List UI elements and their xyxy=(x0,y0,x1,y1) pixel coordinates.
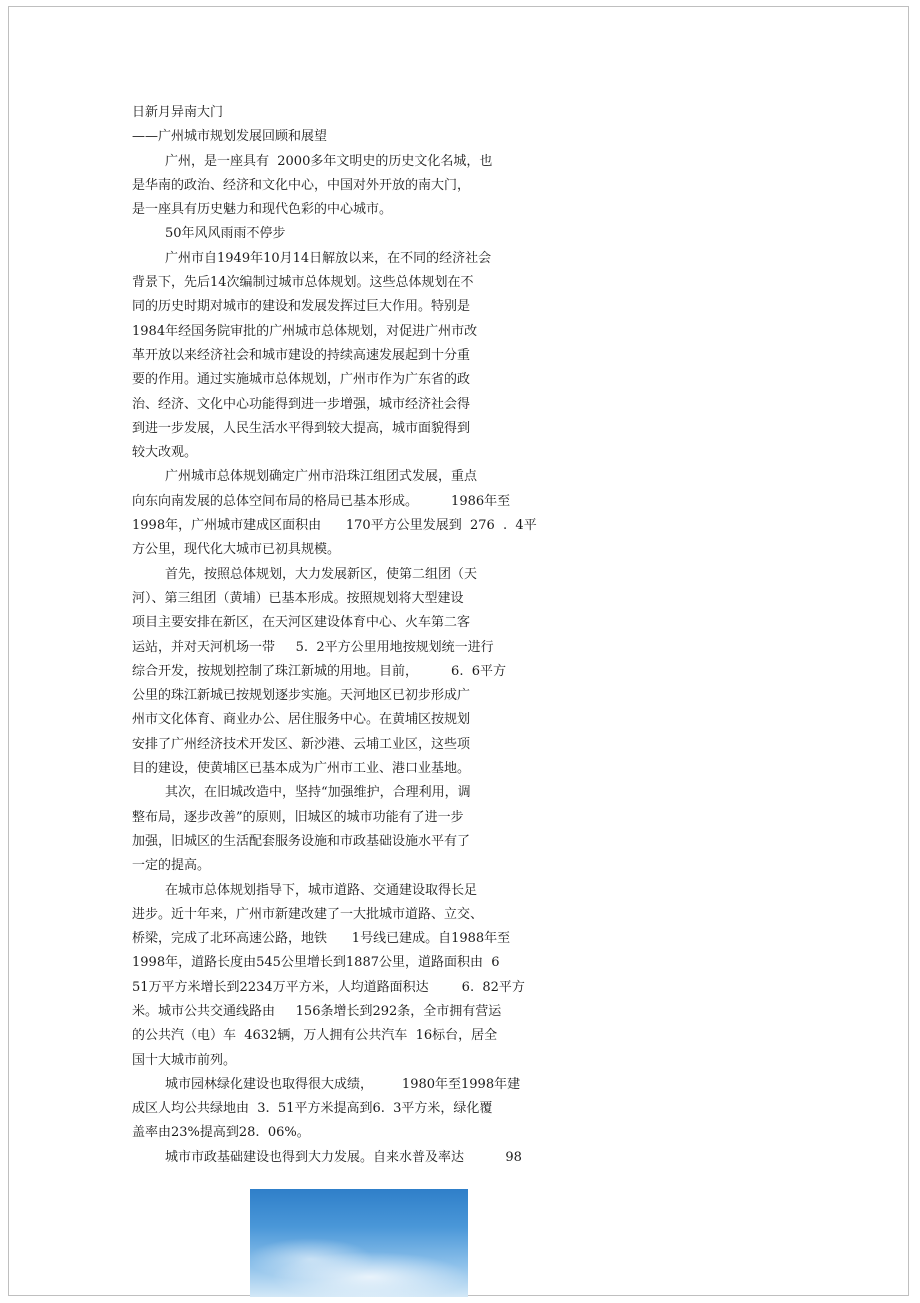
text-line: 其次，在旧城改造中，坚持“加强维护，合理利用，调 xyxy=(165,785,471,801)
text-line: 首先，按照总体规划，大力发展新区，使第二组团（天 xyxy=(165,566,478,582)
text-line: 1998年，道路长度由545公里增长到1887公里，道路面积由 6 xyxy=(132,955,500,971)
text-line: 一定的提高。 xyxy=(132,858,211,874)
text-line: 公里的珠江新城已按规划逐步实施。天河地区已初步形成广 xyxy=(132,688,471,704)
text-line: 项目主要安排在新区，在天河区建设体育中心、火车第二客 xyxy=(132,615,471,631)
text-line: 州市文化体育、商业办公、居住服务中心。在黄埔区按规划 xyxy=(132,712,471,728)
text-line: 较大改观。 xyxy=(132,445,198,461)
text-line: 51万平方米增长到2234万平方米，人均道路面积达 6. 82平方 xyxy=(132,979,525,995)
text-line: 50年风风雨雨不停步 xyxy=(165,226,286,242)
text-line: 加强，旧城区的生活配套服务设施和市政基础设施水平有了 xyxy=(132,833,471,849)
text-line: 盖率由23%提高到28. 06%。 xyxy=(132,1125,310,1141)
doc-title: 日新月异南大门 xyxy=(132,105,224,120)
text-line: 1998年，广州城市建成区面积由 170平方公里发展到 276 . 4平 xyxy=(132,518,537,534)
text-line: 革开放以来经济社会和城市建设的持续高速发展起到十分重 xyxy=(132,347,471,363)
text-line: 向东向南发展的总体空间布局的格局已基本形成。 1986年至 xyxy=(132,493,511,509)
text-line: 治、经济、文化中心功能得到进一步增强，城市经济社会得 xyxy=(132,396,471,412)
sky-photo xyxy=(250,1189,468,1297)
text-line: 广州城市总体规划确定广州市沿珠江组团式发展，重点 xyxy=(165,469,478,485)
text-line: 是华南的政治、经济和文化中心，中国对外开放的南大门， xyxy=(132,177,471,193)
text-line: 成区人均公共绿地由 3. 51平方米提高到6. 3平方米，绿化覆 xyxy=(132,1101,493,1117)
text-line: 综合开发，按规划控制了珠江新城的用地。目前， 6. 6平方 xyxy=(132,663,506,679)
text-line: 背景下，先后14次编制过城市总体规划。这些总体规划在不 xyxy=(132,275,474,291)
text-line: 广州市自1949年10月14日解放以来，在不同的经济社会 xyxy=(165,250,492,266)
document-body xyxy=(132,101,572,1170)
text-line: 的公共汽（电）车 4632辆，万人拥有公共汽车 16标台，居全 xyxy=(132,1028,498,1044)
text-line: 桥梁，完成了北环高速公路，地铁 1号线已建成。自1988年至 xyxy=(132,931,511,947)
text-line: 运站，并对天河机场一带 5. 2平方公里用地按规划统一进行 xyxy=(132,639,494,655)
text-line: 安排了广州经济技术开发区、新沙港、云埔工业区，这些项 xyxy=(132,736,471,752)
text-line: 米。城市公共交通线路由 156条增长到292条，全市拥有营运 xyxy=(132,1003,502,1019)
doc-subtitle: ——广州城市规划发展回顾和展望 xyxy=(132,129,328,145)
text-line: 国十大城市前列。 xyxy=(132,1052,237,1068)
text-line: 整布局，逐步改善”的原则，旧城区的城市功能有了进一步 xyxy=(132,809,464,825)
text-line: 到进一步发展，人民生活水平得到较大提高，城市面貌得到 xyxy=(132,420,471,436)
text-line: 城市市政基础建设也得到大力发展。自来水普及率达 98 xyxy=(165,1149,522,1165)
text-line: 方公里，现代化大城市已初具规模。 xyxy=(132,542,341,558)
text-line: 进步。近十年来，广州市新建改建了一大批城市道路、立交、 xyxy=(132,906,484,922)
text-line: 1984年经国务院审批的广州城市总体规划，对促进广州市改 xyxy=(132,323,478,339)
text-line: 广州，是一座具有 2000多年文明史的历史文化名城，也 xyxy=(165,153,493,169)
doc-paragraphs xyxy=(132,150,572,1170)
text-line: 河）、第三组团（黄埔）已基本形成。按照规划将大型建设 xyxy=(132,590,464,606)
text-line: 目的建设，使黄埔区已基本成为广州市工业、港口业基地。 xyxy=(132,761,471,777)
text-line: 是一座具有历史魅力和现代色彩的中心城市。 xyxy=(132,202,393,218)
text-line: 要的作用。通过实施城市总体规划，广州市作为广东省的政 xyxy=(132,372,471,388)
text-line: 在城市总体规划指导下，城市道路、交通建设取得长足 xyxy=(165,882,478,898)
text-line: 同的历史时期对城市的建设和发展发挥过巨大作用。特别是 xyxy=(132,299,471,315)
text-line: 城市园林绿化建设也取得很大成绩， 1980年至1998年建 xyxy=(165,1076,521,1092)
